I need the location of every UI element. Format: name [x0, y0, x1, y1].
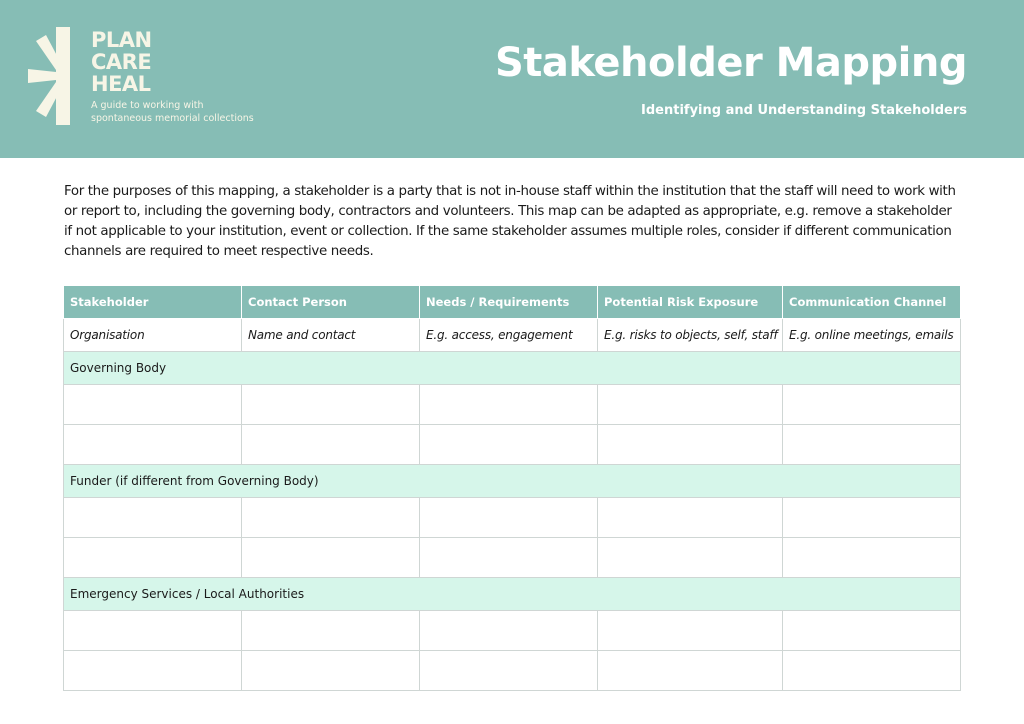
section-row-funder	[64, 465, 961, 498]
table-cell[interactable]	[783, 538, 961, 578]
table-row	[64, 385, 961, 425]
table-cell[interactable]	[783, 385, 961, 425]
table-cell[interactable]	[420, 611, 598, 651]
example-cell: E.g. access, engagement	[420, 319, 598, 352]
table-header-row	[64, 286, 961, 319]
table-cell[interactable]	[783, 651, 961, 691]
table-cell[interactable]	[420, 498, 598, 538]
page-subtitle: Identifying and Understanding Stakeholders	[641, 103, 967, 118]
table-cell[interactable]	[242, 651, 420, 691]
column-header-communication-channel: Communication Channel	[783, 286, 961, 319]
table-cell[interactable]	[64, 611, 242, 651]
column-header-risk-exposure: Potential Risk Exposure	[598, 286, 783, 319]
table-cell[interactable]	[783, 498, 961, 538]
table-row	[64, 651, 961, 691]
page-title: Stakeholder Mapping	[494, 40, 967, 86]
column-header-stakeholder: Stakeholder	[64, 286, 242, 319]
example-cell: E.g. online meetings, emails	[783, 319, 961, 352]
table-cell[interactable]	[420, 385, 598, 425]
table-cell[interactable]	[598, 611, 783, 651]
column-header-contact-person: Contact Person	[242, 286, 420, 319]
intro-paragraph: For the purposes of this mapping, a stakeholder is a party that is not in-house staff within the institution that the staff will need to work with or report to, including the governing body, contractors and volunteers. This map can be adapted as appropriate, e.g. remove a stakeholder if not applicable to your institution, event or collection. If the same stakeholder assumes multiple roles, consider if different communication channels are required to meet respective needs.	[64, 184, 956, 259]
example-cell: E.g. risks to objects, self, staff	[598, 319, 783, 352]
logo-tagline	[91, 99, 254, 125]
table-cell[interactable]	[242, 498, 420, 538]
table-cell[interactable]	[598, 425, 783, 465]
table-cell[interactable]	[598, 538, 783, 578]
example-cell: Name and contact	[242, 319, 420, 352]
table-cell[interactable]	[420, 425, 598, 465]
table-cell[interactable]	[64, 385, 242, 425]
table-cell[interactable]	[598, 498, 783, 538]
stakeholder-table	[63, 285, 961, 691]
column-header-needs: Needs / Requirements	[420, 286, 598, 319]
section-label: Governing Body	[64, 352, 961, 385]
logo-wordmark	[91, 29, 152, 95]
table-cell[interactable]	[242, 611, 420, 651]
section-row-emergency-services	[64, 578, 961, 611]
table-row	[64, 498, 961, 538]
logo-line-plan: PLAN	[91, 28, 152, 52]
logo-line-heal: HEAL	[91, 72, 151, 96]
table-cell[interactable]	[420, 651, 598, 691]
table-cell[interactable]	[242, 385, 420, 425]
table-cell[interactable]	[420, 538, 598, 578]
table-cell[interactable]	[242, 425, 420, 465]
table-row	[64, 611, 961, 651]
table-cell[interactable]	[783, 611, 961, 651]
table-cell[interactable]	[783, 425, 961, 465]
example-row	[64, 319, 961, 352]
section-label: Emergency Services / Local Authorities	[64, 578, 961, 611]
logo-tagline-line-2: spontaneous memorial collections	[91, 113, 254, 124]
table-cell[interactable]	[598, 385, 783, 425]
table-row	[64, 425, 961, 465]
page-header	[0, 0, 1024, 158]
logo-tagline-line-1: A guide to working with	[91, 100, 204, 111]
table-cell[interactable]	[598, 651, 783, 691]
example-cell: Organisation	[64, 319, 242, 352]
logo-starburst-icon	[28, 27, 86, 125]
table-cell[interactable]	[64, 425, 242, 465]
table-row	[64, 538, 961, 578]
section-row-governing-body	[64, 352, 961, 385]
section-label: Funder (if different from Governing Body)	[64, 465, 961, 498]
logo-line-care: CARE	[91, 50, 152, 74]
table-cell[interactable]	[64, 651, 242, 691]
table-cell[interactable]	[242, 538, 420, 578]
table-cell[interactable]	[64, 538, 242, 578]
table-cell[interactable]	[64, 498, 242, 538]
